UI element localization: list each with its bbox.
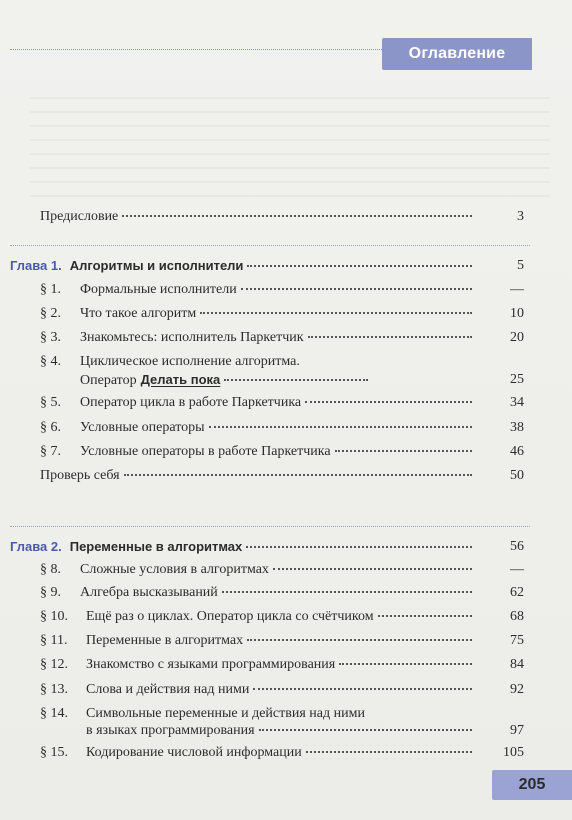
chapter-title: Алгоритмы и исполнители <box>69 258 244 273</box>
section-number: § 4. <box>40 354 61 369</box>
dot-leader <box>273 568 472 570</box>
dot-leader <box>339 663 472 665</box>
keyword: Делать пока <box>140 372 221 387</box>
toc-entry[interactable] <box>0 607 572 627</box>
dot-leader <box>259 729 472 731</box>
page-number: 3 <box>517 209 524 224</box>
section-title-tab <box>382 38 532 70</box>
section-number: § 11. <box>40 633 68 648</box>
dot-leader <box>124 474 472 476</box>
dot-leader <box>241 288 472 290</box>
toc-entry-title: Знакомство с языками программирования <box>86 657 336 672</box>
dot-leader <box>378 615 472 617</box>
dot-leader <box>335 450 472 452</box>
toc-entry-title: Предисловие <box>40 209 119 224</box>
toc-entry[interactable] <box>0 328 572 348</box>
toc-entry[interactable] <box>0 631 572 651</box>
chapter-divider <box>10 526 530 527</box>
toc-entry-title: Символьные переменные и действия над ними <box>86 706 365 721</box>
section-number: § 8. <box>40 562 61 577</box>
section-number: § 12. <box>40 657 68 672</box>
toc-entry-title: Сложные условия в алгоритмах <box>80 562 269 577</box>
toc-chapter-2[interactable] <box>0 537 572 557</box>
section-number: § 7. <box>40 444 61 459</box>
chapter-title: Переменные в алгоритмах <box>69 539 243 554</box>
section-number: § 15. <box>40 745 68 760</box>
page-number: 20 <box>510 330 524 345</box>
section-number: § 13. <box>40 682 68 697</box>
chapter-label: Глава 1. <box>10 258 62 273</box>
dot-leader <box>200 312 472 314</box>
dot-leader <box>306 751 472 753</box>
toc-entry[interactable] <box>0 680 572 700</box>
dot-leader <box>308 336 472 338</box>
toc-entry-title: Формальные исполнители <box>80 282 237 297</box>
dot-leader <box>247 639 472 641</box>
toc-entry-title: Что такое алгоритм <box>80 306 197 321</box>
chapter-label: Глава 2. <box>10 539 62 554</box>
page-number: 10 <box>510 306 524 321</box>
page-number: 84 <box>510 657 524 672</box>
page-number: 34 <box>510 395 524 410</box>
page-number: 75 <box>510 633 524 648</box>
dot-leader <box>253 688 472 690</box>
toc-entry-title-prefix: Оператор <box>80 373 137 388</box>
toc-entry-line1[interactable] <box>0 352 572 372</box>
toc-entry[interactable] <box>0 280 572 300</box>
toc-entry[interactable] <box>0 583 572 603</box>
section-number: § 2. <box>40 306 61 321</box>
toc-entry-title: Условные операторы в работе Паркетчика <box>80 444 331 459</box>
toc-entry-title: Условные операторы <box>80 420 205 435</box>
page-number: 50 <box>510 468 524 483</box>
toc-entry-title: Слова и действия над ними <box>86 682 250 697</box>
page-number: 38 <box>510 420 524 435</box>
page-number: 68 <box>510 609 524 624</box>
section-number: § 14. <box>40 706 68 721</box>
page-number: 5 <box>517 258 524 273</box>
page-number: 92 <box>510 682 524 697</box>
page-number: 46 <box>510 444 524 459</box>
toc-entry-check[interactable] <box>0 466 572 486</box>
page-number: — <box>510 562 524 577</box>
footer-page-number: 205 <box>518 776 546 793</box>
toc-entry-title: в языках программирования <box>86 723 255 738</box>
page-number: 62 <box>510 585 524 600</box>
toc-entry-title: Оператор цикла в работе Паркетчика <box>80 395 302 410</box>
bleed-through-text <box>30 85 550 200</box>
dot-leader <box>122 215 472 217</box>
section-number: § 9. <box>40 585 61 600</box>
toc-entry[interactable] <box>0 442 572 462</box>
section-number: § 1. <box>40 282 61 297</box>
toc-entry-line2[interactable] <box>0 721 572 741</box>
section-number: § 10. <box>40 609 68 624</box>
page-number: 105 <box>503 745 524 760</box>
toc-entry-title: Знакомьтесь: исполнитель Паркетчик <box>80 330 304 345</box>
toc-entry[interactable] <box>0 560 572 580</box>
toc-entry-preface[interactable] <box>0 207 572 227</box>
section-number: § 5. <box>40 395 61 410</box>
toc-entry-title: Переменные в алгоритмах <box>86 633 244 648</box>
dot-leader <box>247 265 472 267</box>
toc-entry[interactable] <box>0 418 572 438</box>
page-number: 25 <box>510 372 524 387</box>
toc-entry[interactable] <box>0 655 572 675</box>
section-number: § 3. <box>40 330 61 345</box>
toc-entry-title: Алгебра высказываний <box>80 585 218 600</box>
page-number: 97 <box>510 723 524 738</box>
chapter-divider <box>10 245 530 246</box>
toc-entry-title: Кодирование числовой информации <box>86 745 302 760</box>
toc-chapter-1[interactable] <box>0 256 572 276</box>
dot-leader <box>224 379 368 381</box>
dot-leader <box>209 426 472 428</box>
toc-entry-title: Ещё раз о циклах. Оператор цикла со счётчиком <box>86 609 374 624</box>
dot-leader <box>305 401 472 403</box>
dot-leader <box>246 546 472 548</box>
toc-entry[interactable] <box>0 304 572 324</box>
dot-leader <box>222 591 472 593</box>
section-number: § 6. <box>40 420 61 435</box>
page-number-badge <box>492 770 572 800</box>
toc-entry[interactable] <box>0 393 572 413</box>
toc-entry-title: Проверь себя <box>40 468 120 483</box>
page-number: — <box>510 282 524 297</box>
toc-entry-title: Циклическое исполнение алгоритма. <box>80 354 300 369</box>
section-title: Оглавление <box>408 45 506 62</box>
header-rule <box>10 49 382 50</box>
toc-entry[interactable] <box>0 743 572 763</box>
toc-entry-line2[interactable] <box>0 370 572 390</box>
page-number: 56 <box>510 539 524 554</box>
